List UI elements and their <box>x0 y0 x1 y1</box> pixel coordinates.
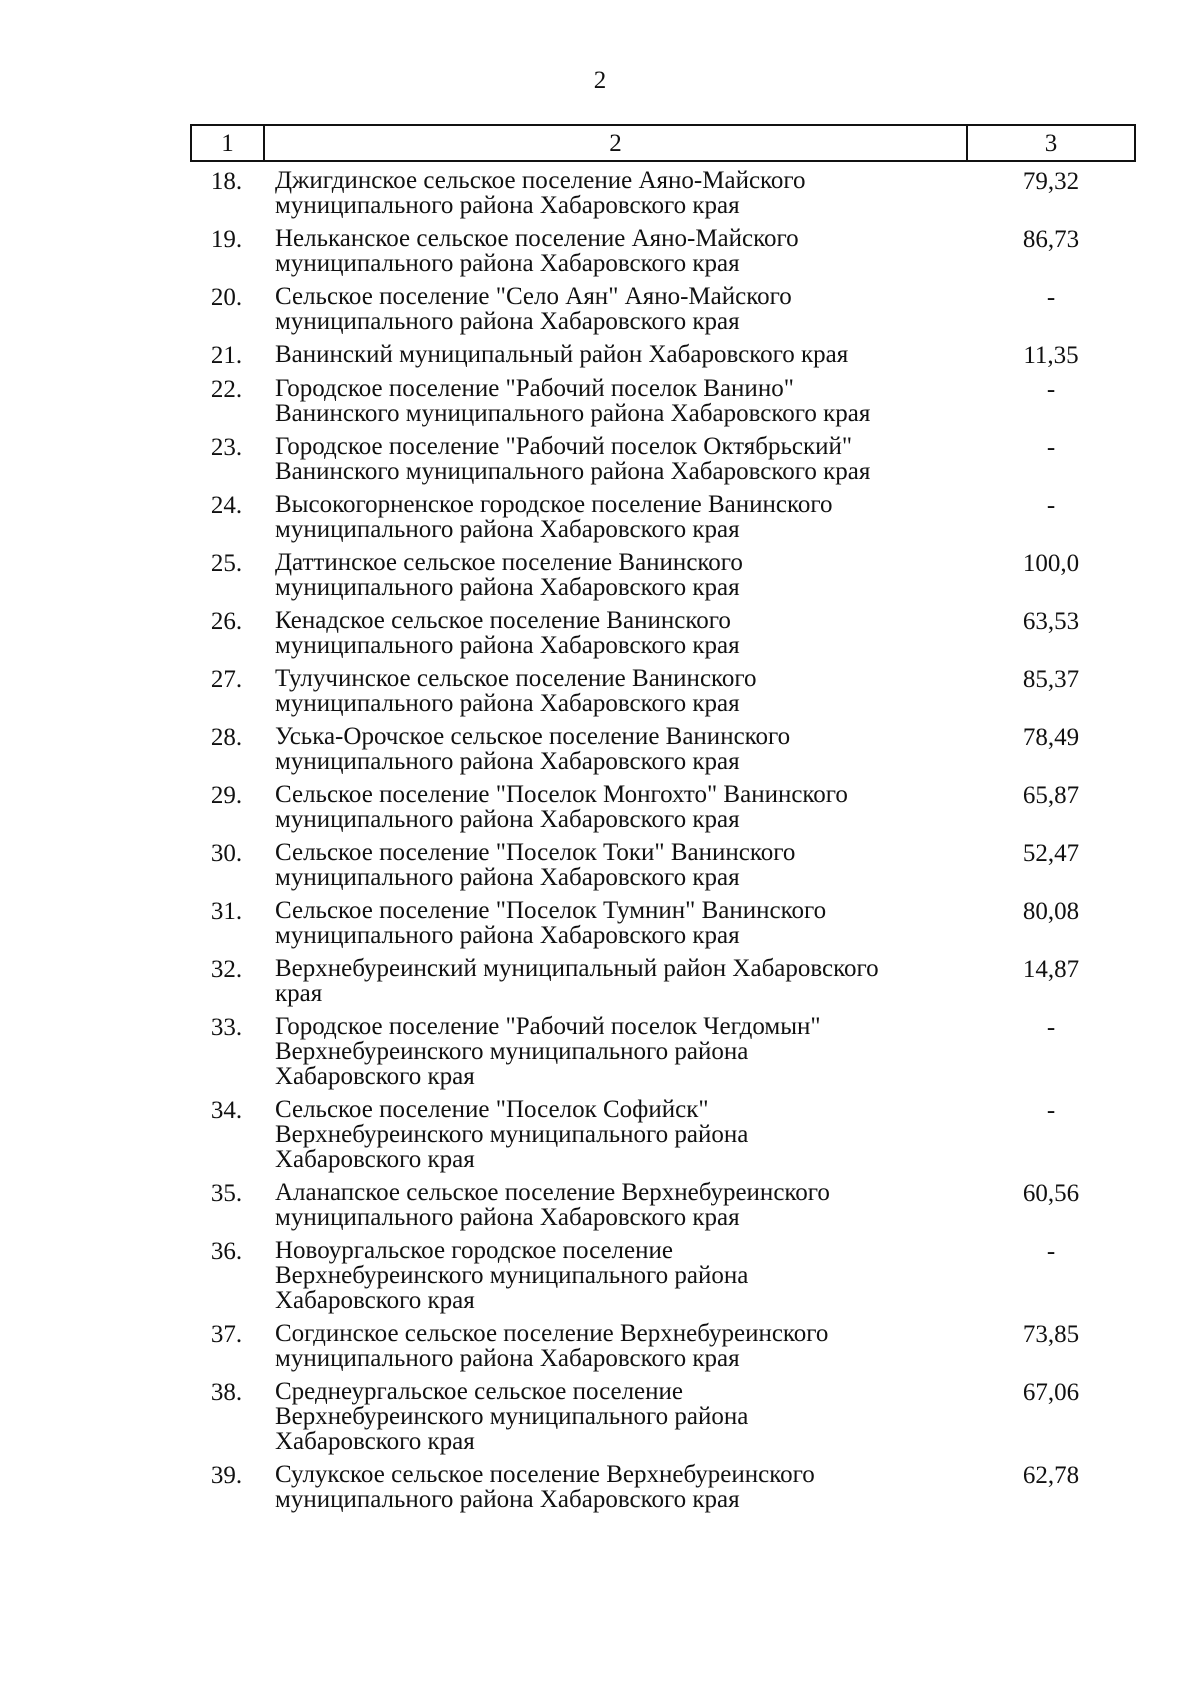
row-value: 65,87 <box>1022 782 1080 809</box>
table-body <box>190 168 1136 1520</box>
row-number: 29. <box>210 782 243 809</box>
row-name: Новоургальское городское поселение Верхнебуреинского муниципального района Хабаровского края <box>275 1237 749 1314</box>
row-value: 52,47 <box>1022 840 1080 867</box>
row-value: 62,78 <box>1022 1462 1080 1489</box>
table-row <box>190 168 1136 226</box>
header-cell-number: 1 <box>192 126 265 160</box>
row-name: Сельское поселение "Поселок Софийск" Верхнебуреинского муниципального района Хабаровского края <box>275 1096 749 1173</box>
row-number: 39. <box>210 1462 243 1489</box>
row-value: 60,56 <box>1022 1180 1080 1207</box>
row-value: 11,35 <box>1023 342 1079 369</box>
table-row <box>190 1462 1136 1520</box>
table-row <box>190 342 1136 376</box>
row-name: Сулукское сельское поселение Верхнебуреинского муниципального района Хабаровского края <box>275 1461 815 1513</box>
row-name: Согдинское сельское поселение Верхнебуреинского муниципального района Хабаровского края <box>275 1320 829 1372</box>
table-row <box>190 226 1136 284</box>
table-row <box>190 492 1136 550</box>
table-row <box>190 1379 1136 1462</box>
row-number: 23. <box>210 434 243 461</box>
row-value: - <box>1046 1097 1056 1124</box>
row-number: 37. <box>210 1321 243 1348</box>
row-number: 36. <box>210 1238 243 1265</box>
row-value: 73,85 <box>1022 1321 1080 1348</box>
table-row <box>190 1238 1136 1321</box>
row-value: 86,73 <box>1022 226 1080 253</box>
row-number: 32. <box>210 956 243 983</box>
table-row <box>190 608 1136 666</box>
row-value: - <box>1046 376 1056 403</box>
table-row <box>190 1180 1136 1238</box>
header-cell-value: 3 <box>1044 129 1058 157</box>
row-number: 21. <box>210 342 243 369</box>
row-name: Верхнебуреинский муниципальный район Хабаровского края <box>275 955 879 1007</box>
row-name: Ванинский муниципальный район Хабаровского края <box>275 341 849 368</box>
row-name: Кенадское сельское поселение Ванинского муниципального района Хабаровского края <box>275 607 740 659</box>
row-number: 22. <box>210 376 243 403</box>
row-number: 34. <box>210 1097 243 1124</box>
row-name: Джигдинское сельское поселение Аяно-Майского муниципального района Хабаровского края <box>275 167 806 219</box>
row-number: 30. <box>210 840 243 867</box>
table-row <box>190 434 1136 492</box>
row-name: Городское поселение "Рабочий поселок Чегдомын" Верхнебуреинского муниципального района Хабаровского края <box>275 1013 821 1090</box>
header-cell-name: 2 <box>265 126 968 160</box>
row-value: - <box>1046 492 1056 519</box>
row-name: Высокогорненское городское поселение Ванинского муниципального района Хабаровского края <box>275 491 833 543</box>
row-number: 27. <box>210 666 243 693</box>
row-name: Сельское поселение "Село Аян" Аяно-Майского муниципального района Хабаровского края <box>275 283 792 335</box>
row-number: 25. <box>210 550 243 577</box>
row-name: Сельское поселение "Поселок Токи" Ванинского муниципального района Хабаровского края <box>275 839 796 891</box>
row-name: Сельское поселение "Поселок Монгохто" Ванинского муниципального района Хабаровского края <box>275 781 848 833</box>
page-number: 2 <box>593 67 607 94</box>
table-row <box>190 284 1136 342</box>
row-value: 63,53 <box>1022 608 1080 635</box>
table-row <box>190 550 1136 608</box>
row-name: Тулучинское сельское поселение Ванинского муниципального района Хабаровского края <box>275 665 757 717</box>
row-name: Аланапское сельское поселение Верхнебуреинского муниципального района Хабаровского края <box>275 1179 830 1231</box>
row-number: 28. <box>210 724 243 751</box>
row-number: 33. <box>210 1014 243 1041</box>
table-row <box>190 724 1136 782</box>
row-value: 80,08 <box>1022 898 1080 925</box>
row-value: 100,0 <box>1022 550 1080 577</box>
row-name: Уська-Орочское сельское поселение Ванинского муниципального района Хабаровского края <box>275 723 791 775</box>
row-name: Городское поселение "Рабочий поселок Октябрьский" Ванинского муниципального района Хабаровского края <box>275 433 871 485</box>
row-number: 20. <box>210 284 243 311</box>
table-row <box>190 1097 1136 1180</box>
table-row <box>190 956 1136 1014</box>
row-number: 19. <box>210 226 243 253</box>
table-row <box>190 1321 1136 1379</box>
row-name: Городское поселение "Рабочий поселок Ванино" Ванинского муниципального района Хабаровского края <box>275 375 871 427</box>
row-name: Сельское поселение "Поселок Тумнин" Ванинского муниципального района Хабаровского края <box>275 897 827 949</box>
row-value: - <box>1046 434 1056 461</box>
table-row <box>190 898 1136 956</box>
row-name: Даттинское сельское поселение Ванинского муниципального района Хабаровского края <box>275 549 743 601</box>
row-name: Среднеургальское сельское поселение Верхнебуреинского муниципального района Хабаровского края <box>275 1378 749 1455</box>
table-row <box>190 666 1136 724</box>
row-value: 79,32 <box>1022 168 1080 195</box>
row-number: 31. <box>210 898 243 925</box>
row-number: 38. <box>210 1379 243 1406</box>
table-row <box>190 782 1136 840</box>
row-number: 26. <box>210 608 243 635</box>
table-row <box>190 840 1136 898</box>
row-value: - <box>1046 1238 1056 1265</box>
table-row <box>190 1014 1136 1097</box>
row-name: Нельканское сельское поселение Аяно-Майского муниципального района Хабаровского края <box>275 225 799 277</box>
table-row <box>190 376 1136 434</box>
row-value: 78,49 <box>1022 724 1080 751</box>
row-value: 14,87 <box>1022 956 1080 983</box>
row-value: - <box>1046 1014 1056 1041</box>
table-header <box>190 124 1136 162</box>
row-value: 85,37 <box>1022 666 1080 693</box>
row-value: - <box>1046 284 1056 311</box>
row-number: 35. <box>210 1180 243 1207</box>
row-number: 18. <box>210 168 243 195</box>
row-value: 67,06 <box>1022 1379 1080 1406</box>
row-number: 24. <box>210 492 243 519</box>
